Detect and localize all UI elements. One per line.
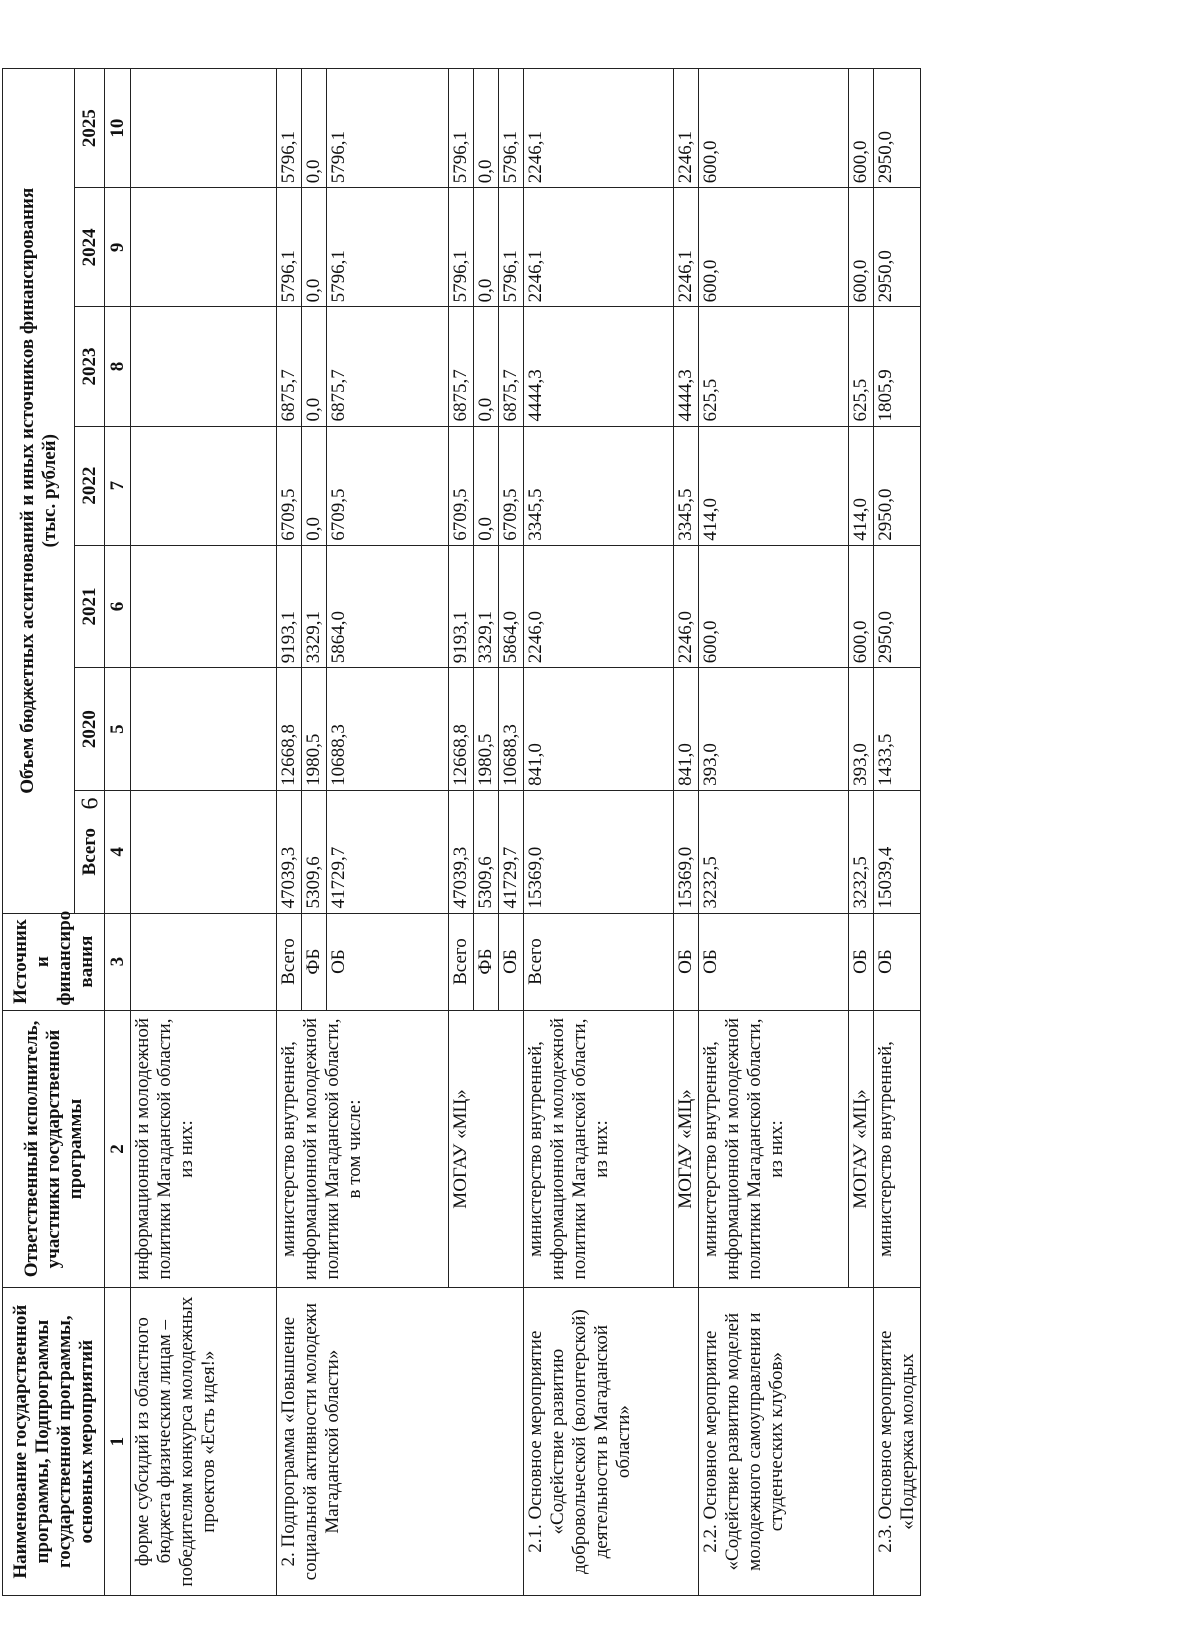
value-cell: 0,0	[302, 188, 327, 307]
col-number: 9	[105, 188, 131, 307]
value-cell: 2246,1	[674, 69, 699, 188]
row-name: форме субсидий из областного бюджета физическим лицам – победителям конкурса молодежных проектов «Есть идея!»	[131, 1288, 277, 1596]
row-executor: министерство внутренней,	[874, 1010, 921, 1288]
value-cell: 5796,1	[277, 69, 302, 188]
value-cell: 5796,1	[277, 188, 302, 307]
row-name: 2.3. Основное мероприятие «Поддержка молодых	[874, 1288, 921, 1596]
col-number: 6	[105, 545, 131, 668]
col-number: 2	[105, 1010, 131, 1288]
value-cell: 0,0	[474, 188, 499, 307]
header-source: Источник и финансиро вания	[3, 913, 105, 1010]
row-name: 2.2. Основное мероприятие «Содействие развитию моделей молодежного самоуправления и студенческих клубов»	[699, 1288, 874, 1596]
value-cell: 5796,1	[449, 69, 474, 188]
value-cell: 1433,5	[874, 668, 921, 791]
empty-cell	[131, 668, 277, 791]
table-row-continuation	[131, 69, 277, 1596]
source-cell: ОБ	[499, 913, 524, 1010]
value-cell: 5796,1	[327, 69, 449, 188]
value-cell: 600,0	[849, 188, 874, 307]
value-cell: 0,0	[474, 69, 499, 188]
value-cell: 600,0	[849, 545, 874, 668]
header-row	[3, 69, 75, 1596]
value-cell: 625,5	[849, 307, 874, 426]
value-cell: 41729,7	[327, 790, 449, 913]
rotated-table-container	[2, 68, 918, 1596]
col-number: 7	[105, 426, 131, 545]
value-cell: 5309,6	[474, 790, 499, 913]
source-cell: Всего	[449, 913, 474, 1010]
value-cell: 6875,7	[499, 307, 524, 426]
col-number: 4	[105, 790, 131, 913]
value-cell: 3329,1	[302, 545, 327, 668]
row-executor: информационной и молодежной политики Магаданской области, из них:	[131, 1010, 277, 1288]
table-row	[277, 69, 302, 1596]
value-cell: 41729,7	[499, 790, 524, 913]
empty-cell	[131, 307, 277, 426]
value-cell: 12668,8	[277, 668, 302, 791]
value-cell: 841,0	[674, 668, 699, 791]
value-cell: 2246,0	[674, 545, 699, 668]
value-cell: 6709,5	[499, 426, 524, 545]
value-cell: 0,0	[474, 307, 499, 426]
row-executor-sub: МОГАУ «МЦ»	[449, 1010, 524, 1288]
source-cell: ФБ	[474, 913, 499, 1010]
year-header: 2021	[75, 545, 105, 668]
source-cell: ОБ	[674, 913, 699, 1010]
row-executor: министерство внутренней, информационной и молодежной политики Магаданской области, в том числе:	[277, 1010, 449, 1288]
column-number-row	[105, 69, 131, 1596]
value-cell: 393,0	[849, 668, 874, 791]
row-executor-sub: МОГАУ «МЦ»	[674, 1010, 699, 1288]
empty-cell	[131, 913, 277, 1010]
value-cell: 5796,1	[449, 188, 474, 307]
value-cell: 5796,1	[499, 69, 524, 188]
empty-cell	[131, 545, 277, 668]
value-cell: 1805,9	[874, 307, 921, 426]
value-cell: 4444,3	[674, 307, 699, 426]
col-number: 3	[105, 913, 131, 1010]
value-cell: 2246,0	[524, 545, 674, 668]
value-cell: 1980,5	[474, 668, 499, 791]
value-cell: 15369,0	[524, 790, 674, 913]
value-cell: 1980,5	[302, 668, 327, 791]
value-cell: 47039,3	[449, 790, 474, 913]
empty-cell	[131, 188, 277, 307]
value-cell: 3329,1	[474, 545, 499, 668]
source-cell: Всего	[277, 913, 302, 1010]
value-cell: 2950,0	[874, 426, 921, 545]
value-cell: 2950,0	[874, 69, 921, 188]
year-header: 2020	[75, 668, 105, 791]
source-cell: ФБ	[302, 913, 327, 1010]
source-cell: ОБ	[327, 913, 449, 1010]
row-name: 2. Подпрограмма «Повышение социальной активности молодежи Магаданской области»	[277, 1288, 524, 1596]
financing-table	[2, 68, 921, 1596]
empty-cell	[131, 790, 277, 913]
row-executor: министерство внутренней, информационной и молодежной политики Магаданской области, из них:	[699, 1010, 849, 1288]
empty-cell	[131, 426, 277, 545]
value-cell: 414,0	[849, 426, 874, 545]
empty-cell	[131, 69, 277, 188]
source-cell: ОБ	[849, 913, 874, 1010]
table-row	[524, 69, 674, 1596]
value-cell: 6709,5	[449, 426, 474, 545]
table-row	[874, 69, 921, 1596]
value-cell: 47039,3	[277, 790, 302, 913]
value-cell: 6875,7	[327, 307, 449, 426]
value-cell: 10688,3	[499, 668, 524, 791]
value-cell: 414,0	[699, 426, 849, 545]
value-cell: 2950,0	[874, 188, 921, 307]
value-cell: 3232,5	[849, 790, 874, 913]
value-cell: 2246,1	[524, 69, 674, 188]
header-volume-title: Объем бюджетных ассигнований и иных источников финансирования	[16, 187, 38, 794]
value-cell: 2950,0	[874, 545, 921, 668]
header-executor: Ответственный исполнитель, участники государственной программы	[3, 1010, 105, 1288]
value-cell: 4444,3	[524, 307, 674, 426]
value-cell: 10688,3	[327, 668, 449, 791]
year-header: Всего	[75, 790, 105, 913]
col-number: 1	[105, 1288, 131, 1596]
value-cell: 15039,4	[874, 790, 921, 913]
header-volume-units: (тыс. рублей)	[38, 434, 60, 548]
value-cell: 9193,1	[277, 545, 302, 668]
year-header: 2025	[75, 69, 105, 188]
table-row	[699, 69, 849, 1596]
value-cell: 6875,7	[449, 307, 474, 426]
value-cell: 5864,0	[499, 545, 524, 668]
value-cell: 600,0	[699, 69, 849, 188]
value-cell: 5796,1	[327, 188, 449, 307]
col-number: 10	[105, 69, 131, 188]
value-cell: 6875,7	[277, 307, 302, 426]
value-cell: 3345,5	[524, 426, 674, 545]
value-cell: 393,0	[699, 668, 849, 791]
value-cell: 5309,6	[302, 790, 327, 913]
value-cell: 600,0	[699, 188, 849, 307]
row-executor-sub: МОГАУ «МЦ»	[849, 1010, 874, 1288]
value-cell: 5796,1	[499, 188, 524, 307]
year-header: 2022	[75, 426, 105, 545]
year-header: 2024	[75, 188, 105, 307]
value-cell: 0,0	[474, 426, 499, 545]
source-cell: ОБ	[699, 913, 849, 1010]
row-executor: министерство внутренней, информационной и молодежной политики Магаданской области, из них:	[524, 1010, 674, 1288]
source-cell: ОБ	[874, 913, 921, 1010]
value-cell: 2246,1	[524, 188, 674, 307]
value-cell: 15369,0	[674, 790, 699, 913]
value-cell: 12668,8	[449, 668, 474, 791]
value-cell: 3232,5	[699, 790, 849, 913]
value-cell: 625,5	[699, 307, 849, 426]
value-cell: 600,0	[849, 69, 874, 188]
value-cell: 841,0	[524, 668, 674, 791]
col-number: 5	[105, 668, 131, 791]
value-cell: 3345,5	[674, 426, 699, 545]
source-cell: Всего	[524, 913, 674, 1010]
value-cell: 600,0	[699, 545, 849, 668]
header-volume	[3, 69, 75, 914]
value-cell: 5864,0	[327, 545, 449, 668]
value-cell: 2246,1	[674, 188, 699, 307]
value-cell: 6709,5	[327, 426, 449, 545]
value-cell: 0,0	[302, 307, 327, 426]
value-cell: 6709,5	[277, 426, 302, 545]
year-header: 2023	[75, 307, 105, 426]
value-cell: 9193,1	[449, 545, 474, 668]
value-cell: 0,0	[302, 426, 327, 545]
col-number: 8	[105, 307, 131, 426]
value-cell: 0,0	[302, 69, 327, 188]
header-name: Наименование государственной программы, Подпрограммы государственной программы, основных мероприятий	[3, 1288, 105, 1596]
page-number: 6	[77, 797, 104, 810]
row-name: 2.1. Основное мероприятие «Содействие развитию добровольческой (волонтерской) деятельности в Магаданской области»	[524, 1288, 699, 1596]
